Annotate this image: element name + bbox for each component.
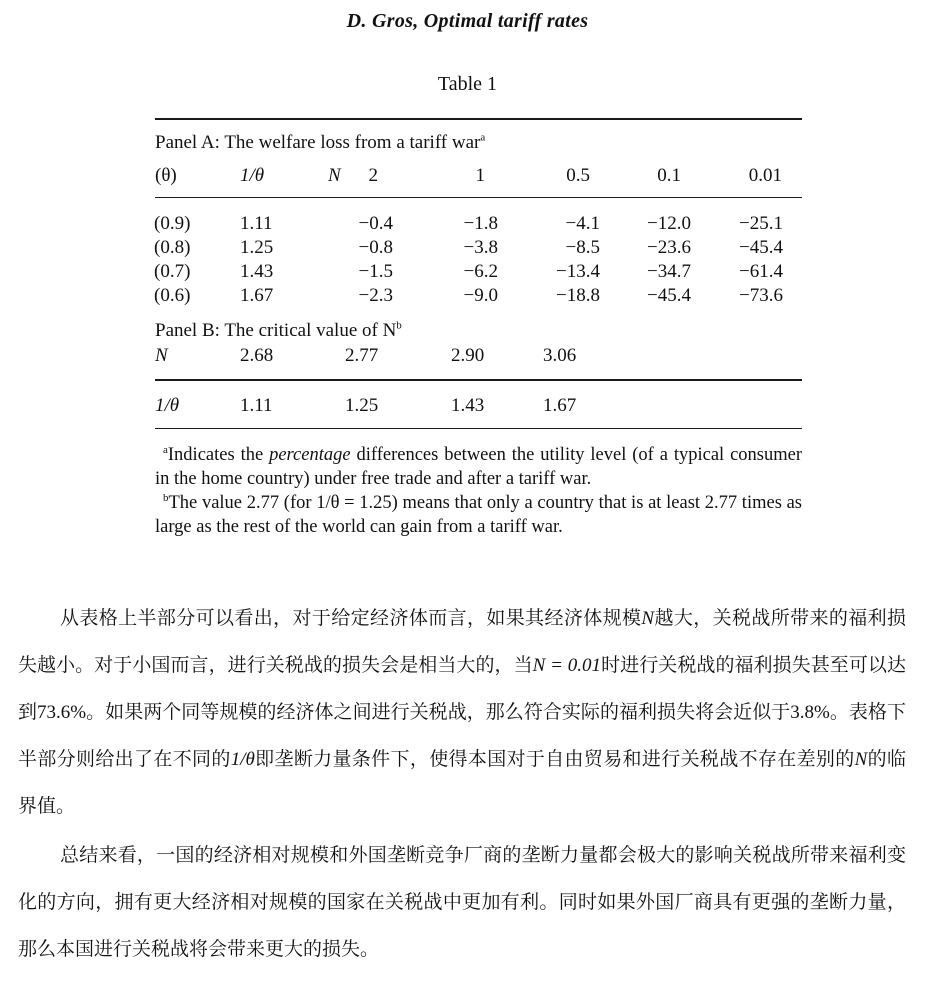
body-text	[18, 595, 906, 973]
inv-theta-cell: 1.11	[240, 395, 273, 416]
inv-theta-cell: 1.67	[240, 285, 274, 306]
welfare-loss-cell: −1.5	[358, 261, 393, 282]
theta-cell: (0.8)	[154, 237, 191, 258]
welfare-loss-cell: −45.4	[647, 285, 691, 306]
welfare-loss-cell: −0.4	[358, 213, 393, 234]
welfare-loss-cell: −2.3	[358, 285, 393, 306]
welfare-loss-cell: −6.2	[463, 261, 498, 282]
header-n-value: 2	[368, 165, 378, 186]
table-top-rule	[155, 118, 802, 120]
critical-n-cell: 2.77	[345, 345, 379, 366]
panel-b-title: Panel B: The critical value of $N^b$	[155, 319, 402, 341]
footnote-a: $^a$Indicates the percentage differences between the utility level (of a typical consumer in the home country) under free trade and after a tariff war.	[155, 443, 802, 489]
theta-cell: (0.7)	[154, 261, 191, 282]
theta-cell: (0.9)	[154, 213, 191, 234]
table-bottom-rule	[155, 428, 802, 429]
inv-theta-cell: 1.43	[240, 261, 274, 282]
welfare-loss-cell: −34.7	[647, 261, 691, 282]
running-head: D. Gros, Optimal tariff rates	[346, 10, 589, 32]
header-n-label: N	[328, 165, 341, 186]
panel-a-title: Panel A: The welfare loss from a tariff war$^a$	[155, 131, 486, 153]
inv-theta-cell: 1.43	[451, 395, 485, 416]
panel-b-inv-theta-label: 1/θ	[155, 395, 180, 416]
header-inv-theta: 1/θ	[240, 165, 265, 186]
welfare-loss-cell: −18.8	[556, 285, 600, 306]
inv-theta-cell: 1.25	[345, 395, 379, 416]
welfare-loss-cell: −4.1	[565, 213, 600, 234]
welfare-loss-cell: −73.6	[739, 285, 783, 306]
paragraph-1: 从表格上半部分可以看出，对于给定经济体而言，如果其经济体规模N越大，关税战所带来的福利损失越小。对于小国而言，进行关税战的损失会是相当大的，当N = 0.01时进行关税战的福利损失甚至可以达到73.6%。如果两个同等规模的经济体之间进行关税战，那么符合实际的福利损失将会近似于3.8%。表格下半部分则给出了在不同的1/θ即垄断力量条件下，使得本国对于自由贸易和进行关税战不存在差别的N的临界值。	[18, 607, 906, 817]
welfare-loss-cell: −0.8	[358, 237, 393, 258]
table-title: Table 1	[437, 73, 498, 95]
welfare-loss-cell: −12.0	[647, 213, 691, 234]
table-footnotes	[155, 443, 802, 539]
critical-n-cell: 2.90	[451, 345, 485, 366]
header-n-value: 1	[475, 165, 485, 186]
footnote-b: $^b$The value 2.77 (for 1/θ = 1.25) means that only a country that is at least 2.77 times as large as the rest of the world can gain from a tariff war.	[155, 491, 802, 537]
inv-theta-cell: 1.25	[240, 237, 274, 258]
panel-b-rule	[155, 379, 802, 381]
inv-theta-cell: 1.67	[543, 395, 577, 416]
welfare-loss-cell: −61.4	[739, 261, 783, 282]
header-theta: (θ)	[155, 165, 177, 186]
panel-b-n-label: N	[155, 345, 168, 366]
welfare-loss-cell: −45.4	[739, 237, 783, 258]
header-n-value: 0.5	[566, 165, 590, 186]
welfare-loss-cell: −13.4	[556, 261, 600, 282]
critical-n-cell: 2.68	[240, 345, 274, 366]
welfare-loss-cell: −25.1	[739, 213, 783, 234]
header-rule	[155, 197, 802, 198]
header-n-value: 0.01	[748, 165, 782, 186]
welfare-loss-cell: −1.8	[463, 213, 498, 234]
welfare-loss-cell: −8.5	[565, 237, 600, 258]
header-n-value: 0.1	[657, 165, 681, 186]
theta-cell: (0.6)	[154, 285, 191, 306]
welfare-loss-cell: −23.6	[647, 237, 691, 258]
inv-theta-cell: 1.11	[240, 213, 273, 234]
welfare-loss-cell: −3.8	[463, 237, 498, 258]
paragraph-2: 总结来看，一国的经济相对规模和外国垄断竞争厂商的垄断力量都会极大的影响关税战所带来福利变化的方向，拥有更大经济相对规模的国家在关税战中更加有利。同时如果外国厂商具有更强的垄断力量，那么本国进行关税战将会带来更大的损失。	[18, 844, 906, 960]
critical-n-cell: 3.06	[543, 345, 577, 366]
welfare-loss-cell: −9.0	[463, 285, 498, 306]
